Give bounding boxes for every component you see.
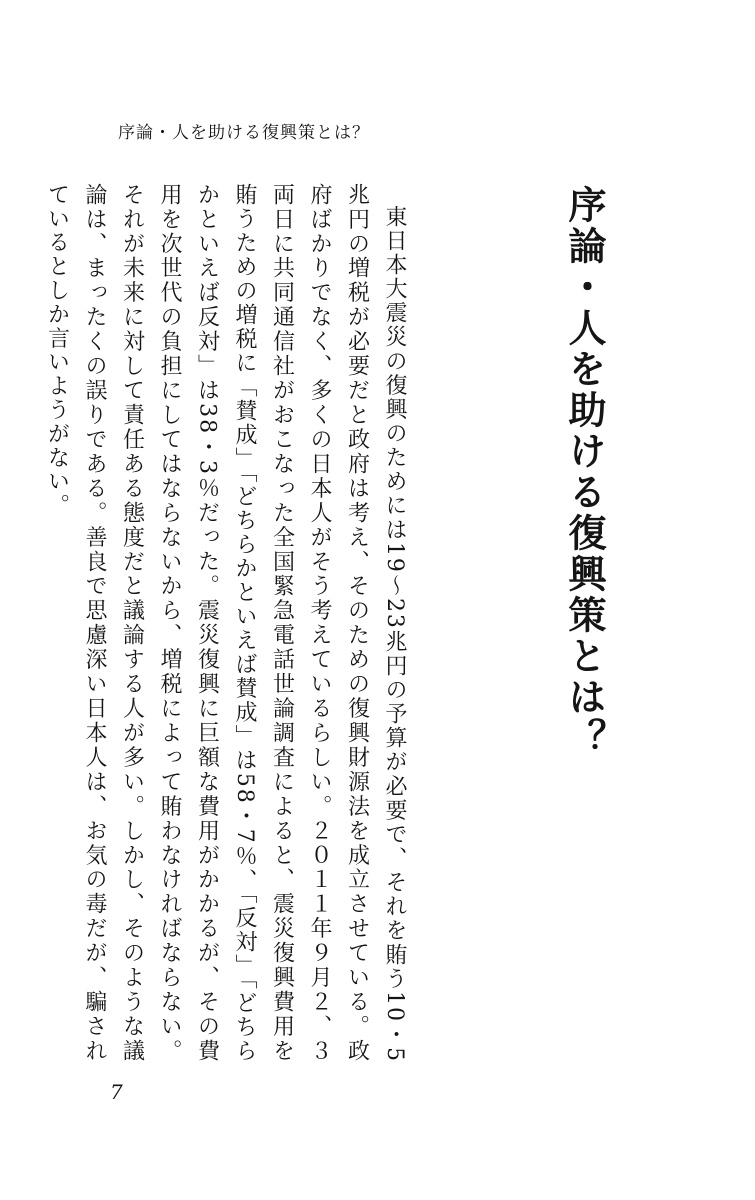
page-number: 7 bbox=[110, 1080, 123, 1104]
chapter-title: 序論・人を助ける復興策とは？ bbox=[562, 185, 607, 759]
body-text bbox=[38, 183, 413, 1063]
body-paragraph: 東日本大震災の復興のためには19～23兆円の予算が必要で、それを賄う10・5兆円の増税が必要だと政府は考え、そのための復興財源法を成立させている。政府ばかりでなく、多くの日本人がそう考えているらしい。２０１１年９月２、３両日に共同通信社がおこなった全国緊急電話世論調査によると、震災復興費用を賄うための増税に「賛成」「どちらかといえば賛成」は58・7％、「反対」「どちらかといえば反対」は38・3％だった。震災復興に巨額な費用がかかるが、その費用を次世代の負担にしてはならないから、増税によって賄わなければならない。それが未来に対して責任ある態度だと議論する人が多い。しかし、そのような議論は、まったくの誤りである。善良で思慮深い日本人は、お気の毒だが、騙されているとしか言いようがない。 bbox=[44, 183, 407, 1063]
running-header: 序論・人を助ける復興策とは？ bbox=[118, 123, 370, 143]
